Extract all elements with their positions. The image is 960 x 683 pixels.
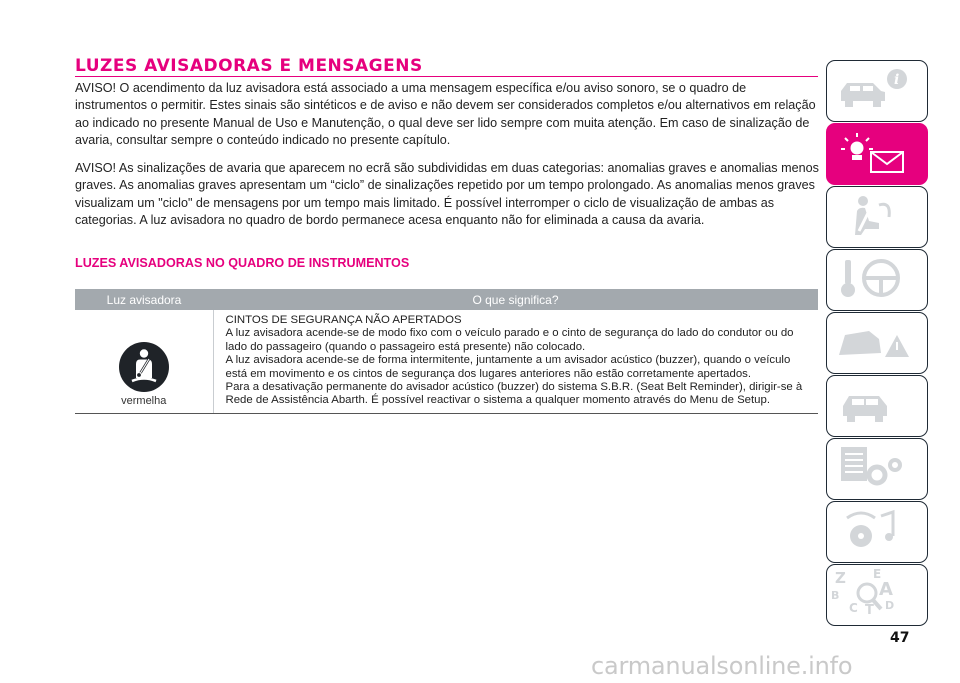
warning-description-1: A luz avisadora acende-se de modo fixo com o veículo parado e o cinto de segurança do lado do condutor ou do lado do passageiro (quando o passageiro está presente) não colocado. [225,327,794,353]
page-number: 47 [890,630,910,646]
index-letter-z: Z [835,569,846,587]
table-header-warning-light: Luz avisadora [75,289,213,310]
table-header-row [75,289,818,310]
sidebar-tab-starting-driving[interactable] [826,249,928,311]
sidebar-tab-emergency[interactable] [826,312,928,374]
table-row [75,310,818,413]
sidebar-tab-index[interactable] [826,564,928,626]
warning-lights-table [75,289,818,414]
warning-meaning-cell [213,310,818,413]
sidebar-tab-car-info[interactable] [826,60,928,122]
technical-data-icon [835,443,919,495]
key-steering-wheel-icon [835,254,919,306]
sidebar-tab-warning-lights[interactable] [826,123,928,185]
warning-light-message-icon [835,128,919,180]
car-maintenance-icon [835,380,919,432]
index-letter-c: C [849,601,858,615]
warning-description-2: A luz avisadora acende-se de forma intermitente, juntamente a um avisador acústico (buzzer), quando o veículo está em movimento e os cintos de segurança dos lugares anteriores não estão corretamente apertados. [225,354,791,380]
sidebar-tab-safety[interactable] [826,186,928,248]
page-title: LUZES AVISADORAS E MENSAGENS [75,56,423,76]
seat-airbag-icon [835,191,919,243]
sidebar-tab-maintenance[interactable] [826,375,928,437]
title-underline [75,76,818,77]
section-subtitle: LUZES AVISADORAS NO QUADRO DE INSTRUMENTOS [75,256,410,270]
warning-heading: CINTOS DE SEGURANÇA NÃO APERTADOS [225,314,462,326]
multimedia-icon [835,506,919,558]
table-header-meaning: O que significa? [213,289,818,310]
warning-paragraph-2: AVISO! As sinalizações de avaria que aparecem no ecrã são subdivididas em duas categorias: anomalias graves e anomalias menos graves. As anomalias graves apresentam um “ciclo” de sinalizações repetido por um tempo prolongado. As anomalias menos graves visualizam um "ciclo" de mensagens por um tempo mais limitado. É possível interromper o ciclo de visualização de ambas as categorias. A luz avisadora no quadro de bordo permanece acesa enquanto não for eliminada a causa da avaria. [75,161,819,228]
index-letter-a: A [879,579,893,600]
index-letter-b: B [831,589,840,602]
index-letter-e: E [873,567,882,581]
index-letter-t: T [865,603,874,618]
sidebar-tab-technical-data[interactable] [826,438,928,500]
index-letter-d: D [885,599,895,612]
warning-description-3: Para a desativação permanente do avisador acústico (buzzer) do sistema S.B.R. (Seat Belt Reminder), dirigir-se à Rede de Assistência Abarth. É possível reactivar o sistema a qualquer momento através do Menu de Setup. [225,381,803,407]
seatbelt-warning-icon [118,341,170,393]
car-emergency-icon [835,317,919,369]
warning-paragraph-1: AVISO! O acendimento da luz avisadora está associado a uma mensagem específica e/ou aviso sonoro, se o quadro de instrumentos o permitir. Estes sinais são sintéticos e de aviso e não devem ser considerados completos e/ou alternativos em relação ao indicado no presente Manual de Uso e Manutenção, o qual deve ser lido sempre com muita atenção. Em caso de sinalização de avaria, consultar sempre o conteúdo indicado no presente capítulo. [75,81,816,148]
sidebar-tab-multimedia[interactable] [826,501,928,563]
watermark-text: carmanualsonline.info [591,652,853,680]
svg-text:i: i [894,72,900,88]
car-info-icon [835,65,919,117]
light-color-label: vermelha [121,395,167,407]
warning-light-cell [75,310,213,413]
